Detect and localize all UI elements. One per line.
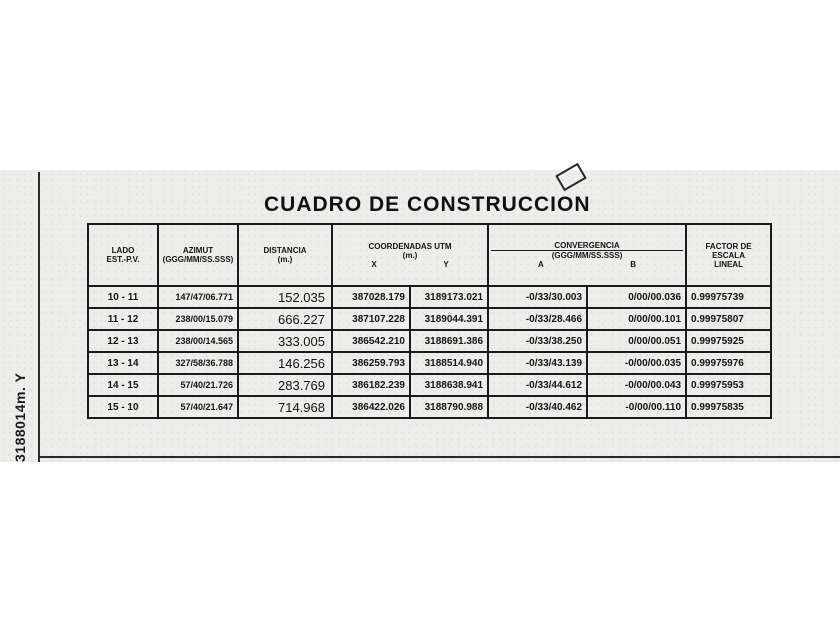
cell-azimut: 57/40/21.726 bbox=[158, 374, 238, 396]
cell-lado: 14 - 15 bbox=[88, 374, 158, 396]
cell-azimut: 238/00/14.565 bbox=[158, 330, 238, 352]
cell-azimut: 327/58/36.788 bbox=[158, 352, 238, 374]
header-factor-line1: FACTOR DE bbox=[705, 241, 752, 251]
cell-lado: 11 - 12 bbox=[88, 308, 158, 330]
cell-conv-b: 0/00/00.051 bbox=[587, 330, 686, 352]
cell-factor: 0.99975976 bbox=[686, 352, 771, 374]
cell-conv-a: -0/33/44.612 bbox=[488, 374, 587, 396]
cell-factor: 0.99975953 bbox=[686, 374, 771, 396]
header-conv-ab bbox=[491, 260, 683, 269]
cell-x: 386422.026 bbox=[332, 396, 410, 418]
header-convergencia bbox=[488, 224, 686, 286]
cell-conv-b: 0/00/00.036 bbox=[587, 286, 686, 308]
header-coord-y: Y bbox=[443, 259, 449, 269]
table-row bbox=[88, 308, 771, 330]
header-coordenadas bbox=[332, 224, 488, 286]
header-azimut bbox=[158, 224, 238, 286]
cell-x: 386182.239 bbox=[332, 374, 410, 396]
cell-conv-b: -0/00/00.035 bbox=[587, 352, 686, 374]
border-line-vertical bbox=[38, 172, 40, 462]
cell-lado: 13 - 14 bbox=[88, 352, 158, 374]
cell-lado: 12 - 13 bbox=[88, 330, 158, 352]
header-coord-line2: (m.) bbox=[402, 250, 418, 260]
header-factor-line3: LINEAL bbox=[714, 259, 743, 269]
cell-x: 386542.210 bbox=[332, 330, 410, 352]
header-coord-x: X bbox=[371, 259, 377, 269]
cell-factor: 0.99975807 bbox=[686, 308, 771, 330]
cell-distancia: 283.769 bbox=[238, 374, 332, 396]
header-conv-line1: CONVERGENCIA bbox=[491, 241, 683, 251]
cell-azimut: 147/47/06.771 bbox=[158, 286, 238, 308]
cell-conv-a: -0/33/43.139 bbox=[488, 352, 587, 374]
cell-x: 387028.179 bbox=[332, 286, 410, 308]
cell-distancia: 146.256 bbox=[238, 352, 332, 374]
header-conv-b: B bbox=[630, 260, 636, 269]
cell-y: 3188790.988 bbox=[410, 396, 488, 418]
header-coord-xy bbox=[335, 260, 485, 269]
header-azimut-line1: AZIMUT bbox=[182, 246, 214, 255]
header-distancia-line2: (m.) bbox=[277, 255, 293, 264]
cell-x: 386259.793 bbox=[332, 352, 410, 374]
cell-azimut: 238/00/15.079 bbox=[158, 308, 238, 330]
construction-table bbox=[87, 223, 772, 419]
table-row bbox=[88, 286, 771, 308]
cell-conv-b: 0/00/00.101 bbox=[587, 308, 686, 330]
border-line-horizontal bbox=[38, 456, 840, 458]
cell-y: 3189044.391 bbox=[410, 308, 488, 330]
cell-conv-a: -0/33/30.003 bbox=[488, 286, 587, 308]
cell-y: 3188514.940 bbox=[410, 352, 488, 374]
cell-factor: 0.99975835 bbox=[686, 396, 771, 418]
table-row bbox=[88, 330, 771, 352]
cell-distancia: 333.005 bbox=[238, 330, 332, 352]
cell-distancia: 152.035 bbox=[238, 286, 332, 308]
cell-x: 387107.228 bbox=[332, 308, 410, 330]
side-coordinate-label: 3188014m. Y bbox=[12, 372, 28, 462]
header-azimut-line2: (GGG/MM/SS.SSS) bbox=[162, 255, 234, 264]
cell-y: 3189173.021 bbox=[410, 286, 488, 308]
header-distancia bbox=[238, 224, 332, 286]
cell-factor: 0.99975739 bbox=[686, 286, 771, 308]
header-lado-line2: EST.-P.V. bbox=[106, 255, 140, 264]
header-conv-line2: (GGG/MM/SS.SSS) bbox=[551, 251, 623, 260]
cell-y: 3188638.941 bbox=[410, 374, 488, 396]
cell-conv-a: -0/33/38.250 bbox=[488, 330, 587, 352]
cell-conv-a: -0/33/40.462 bbox=[488, 396, 587, 418]
cell-y: 3188691.386 bbox=[410, 330, 488, 352]
header-factor bbox=[686, 224, 771, 286]
cell-conv-a: -0/33/28.466 bbox=[488, 308, 587, 330]
cell-distancia: 666.227 bbox=[238, 308, 332, 330]
table-header-row bbox=[88, 224, 771, 286]
table-row bbox=[88, 396, 771, 418]
cell-azimut: 57/40/21.647 bbox=[158, 396, 238, 418]
cell-conv-b: -0/00/00.043 bbox=[587, 374, 686, 396]
table-row bbox=[88, 352, 771, 374]
header-lado-line1: LADO bbox=[111, 246, 135, 255]
header-lado bbox=[88, 224, 158, 286]
cell-lado: 10 - 11 bbox=[88, 286, 158, 308]
header-factor-line2: ESCALA bbox=[712, 250, 745, 260]
table-row bbox=[88, 374, 771, 396]
header-conv-a: A bbox=[538, 260, 544, 269]
page-title: CUADRO DE CONSTRUCCION bbox=[264, 193, 591, 216]
cell-factor: 0.99975925 bbox=[686, 330, 771, 352]
header-coord-line1: COORDENADAS UTM bbox=[368, 241, 452, 251]
header-distancia-line1: DISTANCIA bbox=[263, 246, 307, 255]
cell-distancia: 714.968 bbox=[238, 396, 332, 418]
cell-conv-b: -0/00/00.110 bbox=[587, 396, 686, 418]
cell-lado: 15 - 10 bbox=[88, 396, 158, 418]
